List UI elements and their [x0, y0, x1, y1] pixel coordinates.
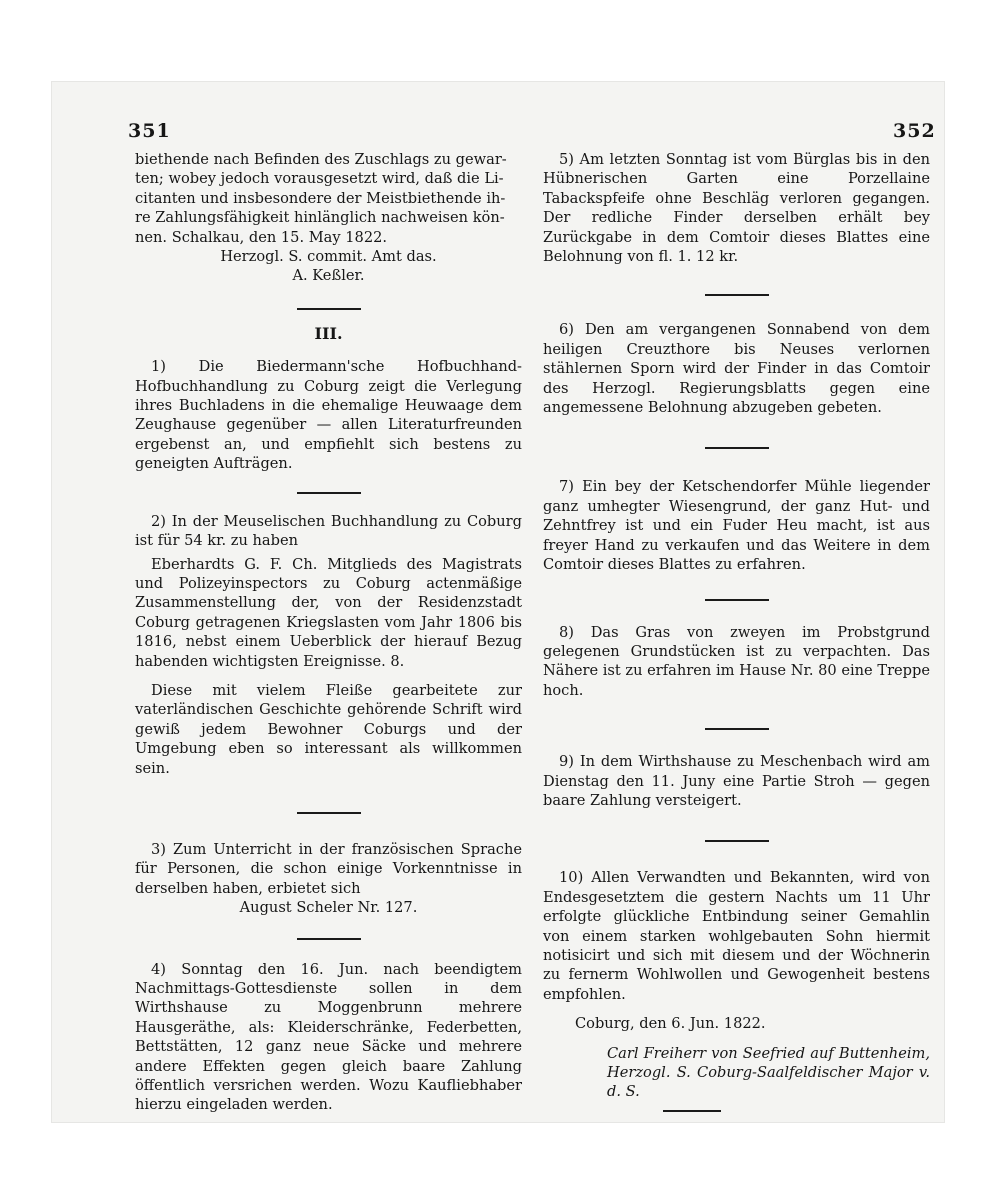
- notice-5: 5) Am letzten Sonntag ist vom Bürglas bis in den Hübnerischen Garten eine Porzellaine Tabackspfeife ohne Beschläg verloren gegangen. Der redliche Finder derselben erhält bey Zurückgabe in dem Comtoir dieses Blattes eine Belohnung von fl. 1. 12 kr.: [543, 151, 930, 266]
- page-number-left: 351: [128, 120, 171, 142]
- separator: [705, 447, 769, 449]
- notice-3-signature: August Scheler Nr. 127.: [239, 899, 418, 917]
- separator: [297, 938, 361, 940]
- page-number-right: 352: [893, 120, 936, 142]
- intro-signature-office: Herzogl. S. commit. Amt das.: [220, 248, 437, 266]
- separator: [705, 599, 769, 601]
- separator: [705, 728, 769, 730]
- separator: [663, 1110, 721, 1112]
- left-column: [135, 150, 522, 1115]
- separator: [705, 840, 769, 842]
- separator: [705, 294, 769, 296]
- intro-line: biethende nach Befinden des Zuschlags zu gewar-: [135, 151, 507, 168]
- intro-line: ten; wobey jedoch vorausgesetzt wird, daß die Li-: [135, 170, 504, 188]
- intro-signature-name: A. Keßler.: [292, 267, 365, 285]
- intro-line: re Zahlungsfähigkeit hinlänglich nachweisen kön-: [135, 209, 505, 227]
- intro-paragraph: [135, 150, 522, 247]
- notice-7: 7) Ein bey der Ketschendorfer Mühle liegender ganz umhegter Wiesengrund, der ganz Hut- und Zehntfrey ist und ein Fuder Heu macht, ist aus freyer Hand zu verkaufen und das Weitere in dem Comtoir dieses Blattes zu erfahren.: [543, 478, 930, 574]
- right-column: [543, 150, 930, 1112]
- notice-8: 8) Das Gras von zweyen im Probstgrund gelegenen Grundstücken ist zu verpachten. Das Nähere ist zu erfahren im Hause Nr. 80 eine Treppe hoch.: [543, 623, 930, 699]
- notice-6: 6) Den am vergangenen Sonnabend von dem heiligen Creuzthore bis Neuses verlornen stählernen Sporn wird der Finder in das Comtoir des Herzogl. Regierungsblatts gegen eine angemessene Belohnung abzugeben gebeten.: [543, 321, 930, 417]
- separator: [297, 812, 361, 814]
- intro-line: nen. Schalkau, den 15. May 1822.: [135, 228, 388, 246]
- separator: [297, 492, 361, 494]
- notice-9: 9) In dem Wirthshause zu Meschenbach wird am Dienstag den 11. Juny eine Partie Stroh — gegen baare Zahlung versteigert.: [543, 753, 930, 809]
- notice-2-note: Diese mit vielem Fleiße gearbeitete zur vaterländischen Geschichte gehörende Schrift wird gewiß jedem Bewohner Coburgs und der Umgebung eben so interessant als willkommen sein.: [135, 681, 522, 777]
- notice-2-head: 2) In der Meuselischen Buchhandlung zu Coburg ist für 54 kr. zu haben: [135, 512, 522, 550]
- notice-1: 1) Die Biedermann'sche Hofbuchhand- Hofbuchhandlung zu Coburg zeigt die Verlegung ihres Buchladens in die ehemalige Heuwaage dem Zeughause gegenüber — allen Literaturfreunden ergebenst an, und empfiehlt sich bestens zu geneigten Aufträgen.: [135, 358, 522, 473]
- notice-10-date: Coburg, den 6. Jun. 1822.: [575, 1015, 766, 1033]
- separator: [297, 308, 361, 310]
- notice-3: 3) Zum Unterricht in der französischen Sprache für Personen, die schon einige Vorkenntnisse in derselben haben, erbietet sich: [135, 840, 522, 897]
- notice-10-signature: Carl Freiherr von Seefried auf Buttenheim, Herzogl. S. Coburg-Saalfeldischer Major v. d. S.: [607, 1044, 930, 1101]
- section-numeral: III.: [314, 323, 343, 343]
- notice-10: 10) Allen Verwandten und Bekannten, wird von Endesgesetztem die gestern Nachts um 11 Uhr erfolgte glückliche Entbindung seiner Gemahlin von einem starken wohlgebauten Sohn hiermit notisicirt und sich mit diesem und der Wöchnerin zu fernerm Wohlwollen und Gewogenheit bestens empfohlen.: [543, 869, 930, 1003]
- intro-line: citanten und insbesondere der Meistbiethende ih-: [135, 189, 506, 207]
- notice-2-title: Eberhardts G. F. Ch. Mitglieds des Magistrats und Polizeyinspectors zu Coburg actenmäßige Zusammenstellung der, von der Residenzstadt Coburg getragenen Kriegslasten vom Jahr 1806 bis 1816, nebst einem Ueberblick der hierauf Bezug habenden wichtigsten Ereignisse. 8.: [135, 555, 522, 670]
- notice-4: 4) Sonntag den 16. Jun. nach beendigtem Nachmittags-Gottesdienste sollen in dem Wirthshause zu Moggenbrunn mehrere Hausgeräthe, als: Kleiderschränke, Federbetten, Bettstätten, 12 ganz neue Säcke und mehrere andere Effekten gegen gleich baare Zahlung öffentlich versrichen werden. Wozu Kaufliebhaber hierzu eingeladen werden.: [135, 960, 522, 1114]
